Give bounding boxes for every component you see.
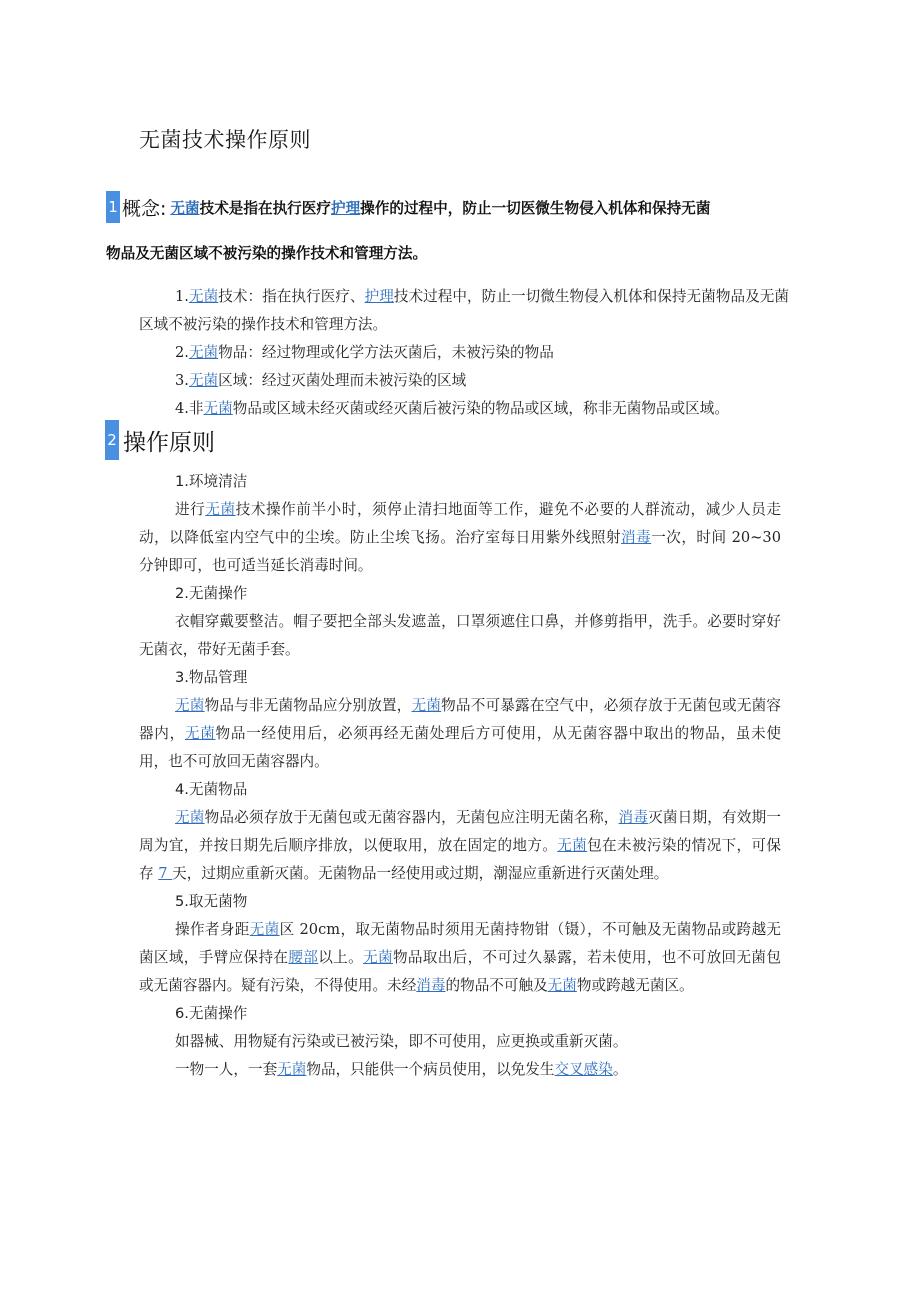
text-run: 一次，时间 20~30 分钟即可，也可适当延长消毒时间。	[139, 529, 781, 574]
text-run: 包在未被污染的情况下，可保存	[139, 837, 781, 882]
text-run: 。	[612, 1061, 628, 1078]
text-run: 如器械、用物疑有污染或已被污染，即不可使用，应更换或重新灭菌。	[175, 1033, 628, 1050]
text-run: 操作者身距	[175, 921, 250, 938]
text-run: 物或跨越无菌区。	[576, 977, 694, 994]
text-run: 技术操作前半小时，须停止清扫地面等工作，避免不必要的人群流动，减少人员走动，以降低室内空气中的尘埃。防止尘埃飞扬。治疗室每日用紫外线照射	[139, 501, 781, 546]
term-link[interactable]: 无菌	[411, 697, 442, 714]
principle-paragraph	[139, 496, 781, 580]
definition-item	[139, 367, 789, 395]
definition-item	[139, 395, 789, 423]
text-run: 操作的过程中，防止一切医微生物侵入机体和保持无菌	[360, 199, 711, 217]
term-link[interactable]: 无菌	[205, 501, 236, 518]
term-link[interactable]: 无菌	[170, 199, 200, 217]
principle-paragraph	[139, 692, 781, 776]
text-run: 一物一人，一套	[175, 1061, 278, 1078]
term-link[interactable]: 无菌	[175, 697, 205, 714]
text-run: 2.	[175, 344, 189, 361]
principles-list	[139, 468, 781, 1084]
term-link[interactable]: 无菌	[188, 288, 219, 305]
term-link[interactable]: 交叉感染	[554, 1061, 613, 1078]
section-number-badge: 2	[105, 420, 119, 460]
text-run: 物品必须存放于无菌包或无菌容器内，无菌包应注明无菌名称，	[204, 809, 619, 826]
principle-paragraph	[139, 1028, 781, 1056]
text-run: 物品不可暴露在空气中，必须存放于无菌包或无菌容器内，	[139, 697, 781, 742]
section-concept	[106, 188, 806, 262]
text-run: 物品取出后，不可过久暴露，若未使用，也不可放回无菌包或无菌容器内。疑有污染，不得使用。未经	[139, 949, 781, 994]
text-run: 物品与非无菌物品应分别放置，	[204, 697, 412, 714]
text-run: 1.	[175, 288, 189, 305]
term-link[interactable]: 消毒	[416, 977, 446, 994]
concept-line-1	[106, 188, 806, 226]
principle-paragraph	[139, 608, 781, 664]
text-run: 区 20cm，取无菌物品时须用无菌持物钳（镊），不可触及无菌物品或跨越无菌区域，手臂应保持在	[139, 921, 781, 966]
principles-heading: 操作原则	[123, 429, 215, 456]
section-number-badge: 1	[106, 191, 120, 223]
concept-line-2: 物品及无菌区域不被污染的操作技术和管理方法。	[106, 245, 428, 262]
text-run: 区域：经过灭菌处理而未被污染的区域	[218, 372, 467, 389]
term-link[interactable]: 消毒	[618, 809, 649, 826]
text-run: 3.	[175, 372, 189, 389]
principle-paragraph	[139, 1056, 781, 1084]
principle-paragraph	[139, 916, 781, 1000]
principle-title: 5.取无菌物	[175, 893, 248, 910]
text-run: 进行	[175, 501, 206, 518]
principle-title: 3.物品管理	[175, 669, 248, 686]
text-run: 灭菌日期，有效期一周为宜，并按日期先后顺序排放，以便取用，放在固定的地方。	[139, 809, 781, 854]
text-run: 衣帽穿戴要整洁。帽子要把全部头发遮盖，口罩须遮住口鼻，并修剪指甲，洗手。必要时穿好无菌衣，带好无菌手套。	[139, 613, 781, 658]
term-link[interactable]: 无菌	[249, 921, 280, 938]
term-link[interactable]: 无菌	[175, 809, 205, 826]
text-run: 物品：经过物理或化学方法灭菌后，未被污染的物品	[218, 344, 554, 361]
principle-title: 4.无菌物品	[175, 781, 248, 798]
term-link[interactable]: 无菌	[188, 372, 219, 389]
concept-heading: 概念:	[122, 197, 167, 220]
definition-item	[139, 283, 789, 339]
text-run: 物品一经使用后，必须再经无菌处理后方可使用，从无菌容器中取出的物品，虽未使用，也不可放回无菌容器内。	[139, 725, 781, 770]
document-title: 无菌技术操作原则	[139, 128, 311, 152]
principle-title: 6.无菌操作	[175, 1005, 248, 1022]
section-principles-header	[105, 420, 215, 460]
text-run: 物品，只能供一个病员使用，以免发生	[306, 1061, 555, 1078]
term-link[interactable]: 无菌	[188, 344, 219, 361]
term-link[interactable]: 腰部	[288, 949, 319, 966]
term-link[interactable]: 无菌	[203, 400, 233, 417]
term-link[interactable]: 无菌	[547, 977, 577, 994]
text-run: 技术是指在执行医疗	[199, 199, 331, 217]
term-link[interactable]: 无菌	[557, 837, 588, 854]
text-run: 技术过程中，防止一切微生物侵入机体和保持无菌物品及无菌区域不被污染的操作技术和管理方法。	[139, 288, 789, 333]
text-run: 4.非	[175, 400, 204, 417]
principle-title: 2.无菌操作	[175, 585, 248, 602]
text-run: 以上。	[318, 949, 364, 966]
definition-list	[139, 283, 789, 423]
concept-definition-bold	[170, 197, 710, 218]
definition-item	[139, 339, 789, 367]
term-link[interactable]: 消毒	[621, 529, 652, 546]
text-run: 的物品不可触及	[445, 977, 548, 994]
principle-paragraph	[139, 804, 781, 888]
text-run: 物品或区域未经灭菌或经灭菌后被污染的物品或区域，称非无菌物品或区域。	[232, 400, 729, 417]
text-run: 天，过期应重新灭菌。无菌物品一经使用或过期，潮湿应重新进行灭菌处理。	[172, 865, 669, 882]
text-run: 技术：指在执行医疗、	[218, 288, 365, 305]
term-link[interactable]: 护理	[364, 288, 394, 305]
term-link[interactable]: 无菌	[184, 725, 216, 742]
term-link[interactable]: 无菌	[363, 949, 393, 966]
principle-title: 1.环境清洁	[175, 473, 248, 490]
term-link[interactable]: 7	[158, 865, 173, 882]
term-link[interactable]: 无菌	[277, 1061, 307, 1078]
term-link[interactable]: 护理	[330, 199, 361, 217]
